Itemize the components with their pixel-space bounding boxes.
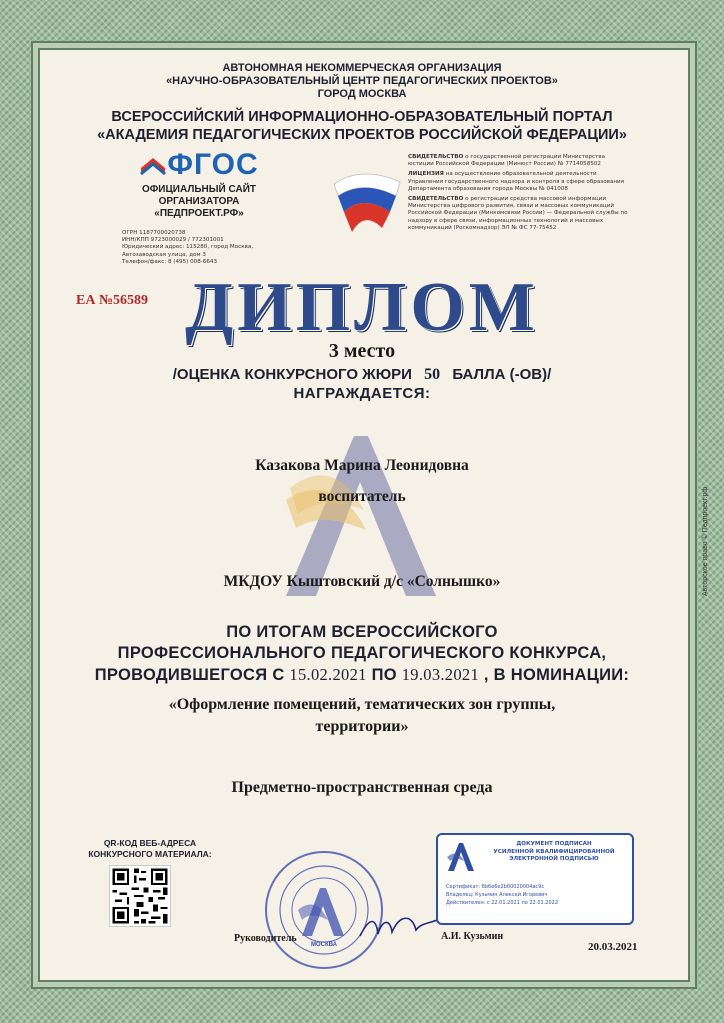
qr-code-icon [110,866,170,926]
ecp-owner: Владелец: Кузьмин Алексей Игоревич [446,892,548,898]
nomination-line-2: территории» [315,718,409,735]
fgos-logo-text: ФГОС [167,148,259,181]
requisite-ogrn: ОГРН 1187700020738 [122,230,186,236]
site-line-2: ОРГАНИЗАТОРА [158,196,240,207]
copyright-vertical: Авторское право © Педпроект.рф [702,486,709,596]
ecp-logo-icon [446,841,476,873]
licenses [408,154,630,232]
awarded-label: НАГРАЖДАЕТСЯ: [293,385,431,402]
score-value: 50 [424,366,441,383]
qr-label [70,838,230,860]
qr-label-line-1: QR-КОД ВЕБ-АДРЕСА [103,838,197,848]
org-line-3: ГОРОД МОСКВА [317,88,407,100]
signature-icon [356,908,446,944]
contest-results [0,622,724,686]
date-to: 19.03.2021 [401,665,479,684]
ecp-title-line-3: ЭЛЕКТРОННОЙ ПОДПИСЬЮ [509,856,599,862]
awardee-organization: МКДОУ Кыштовский д/с «Солнышко» [223,573,501,590]
ecp-title-line-1: ДОКУМЕНТ ПОДПИСАН [516,841,592,847]
head-name: А.И. Кузьмин [441,931,504,942]
fgos-logo [114,148,284,182]
requisites [122,230,282,266]
score-suffix: БАЛЛА (-ОВ)/ [452,366,552,383]
qr-code[interactable] [109,865,171,927]
portal-header [0,108,724,144]
license-media: СВИДЕТЕЛЬСТВО о регистрации средства массовой информации Министерства цифрового развития, связи и массовых коммуникаций Российской Федерации (Минкомсвязи России) — Федеральной службы по надзору в сфере связи, информационных технологий и массовых коммуникаций (Роскомнадзор) ЭЛ № ФС 77-75452 [408,196,628,231]
portal-line-1: ВСЕРОССИЙСКИЙ ИНФОРМАЦИОННО-ОБРАЗОВАТЕЛЬНЫЙ ПОРТАЛ [111,109,613,125]
issue-date: 20.03.2021 [588,941,638,953]
ecp-valid: Действителен: с 22.01.2021 по 22.01.2022 [446,900,558,906]
electronic-signature-block [436,833,634,925]
org-header [0,62,724,101]
russian-flag-emblem [326,162,406,242]
requisite-phone: Телефон/факс: 8 (495) 008-6643 [122,258,218,265]
site-line-1: ОФИЦИАЛЬНЫЙ САЙТ [141,184,256,195]
ecp-certificate: Сертификат: 6b6e6e2b00020004ac9c [446,884,545,890]
date-from: 15.02.2021 [289,665,367,684]
results-line-2: ПРОФЕССИОНАЛЬНОГО ПЕДАГОГИЧЕСКОГО КОНКУРСА, [117,644,607,662]
requisite-inn: ИНН/КПП 9723000029 / 772301001 [122,237,224,244]
head-label: Руководитель [234,933,297,944]
fgos-chevron-icon [139,154,167,176]
nomination-line-1: «Оформление помещений, тематических зон группы, [168,696,556,713]
awardee-position: воспитатель [318,488,406,505]
jury-score-line [0,366,724,384]
org-line-1: АВТОНОМНАЯ НЕКОММЕРЧЕСКАЯ ОРГАНИЗАЦИЯ [222,62,502,74]
qr-label-line-2: КОНКУРСНОГО МАТЕРИАЛА: [88,849,212,859]
diploma-title: ДИПЛОМ [185,269,539,346]
seal-city: МОСКВА [310,942,338,948]
awardee-name: Казакова Марина Леонидовна [255,457,469,474]
portal-line-2: «АКАДЕМИЯ ПЕДАГОГИЧЕСКИХ ПРОЕКТОВ РОССИЙСКОЙ ФЕДЕРАЦИИ» [97,127,627,143]
nomination [0,694,724,738]
fgos-logo-block [114,148,284,220]
results-line-1: ПО ИТОГАМ ВСЕРОССИЙСКОГО [226,623,498,641]
subject: Предметно-пространственная среда [231,779,493,796]
results-line-3: ПРОВОДИВШЕГОСЯ С 15.02.2021 ПО 19.03.2021 , В НОМИНАЦИИ: [94,665,630,684]
requisite-address-2: Автозаводская улица, дом 3 [122,251,206,258]
org-line-2: «НАУЧНО-ОБРАЗОВАТЕЛЬНЫЙ ЦЕНТР ПЕДАГОГИЧЕСКИХ ПРОЕКТОВ» [166,75,558,87]
place: 3 место [328,340,396,362]
requisite-address-1: Юридический адрес: 115280, город Москва, [122,244,254,251]
ecp-title-line-2: УСИЛЕННОЙ КВАЛИФИЦИРОВАННОЙ [493,848,615,855]
site-line-3: «ПЕДПРОЕКТ.РФ» [154,208,244,219]
diploma-number: ЕА №56589 [76,293,149,308]
license-registration: СВИДЕТЕЛЬСТВО о государственной регистрации Министерства юстиции Российской Федерации (Минюст России) № 7714058502 [408,154,606,168]
license-education: ЛИЦЕНЗИЯ на осуществление образовательной деятельности Управления государственного надзора и контроля в сфере образования Департамента образования города Москвы № 041008 [408,171,625,192]
score-prefix: /ОЦЕНКА КОНКУРСНОГО ЖЮРИ [172,366,412,383]
